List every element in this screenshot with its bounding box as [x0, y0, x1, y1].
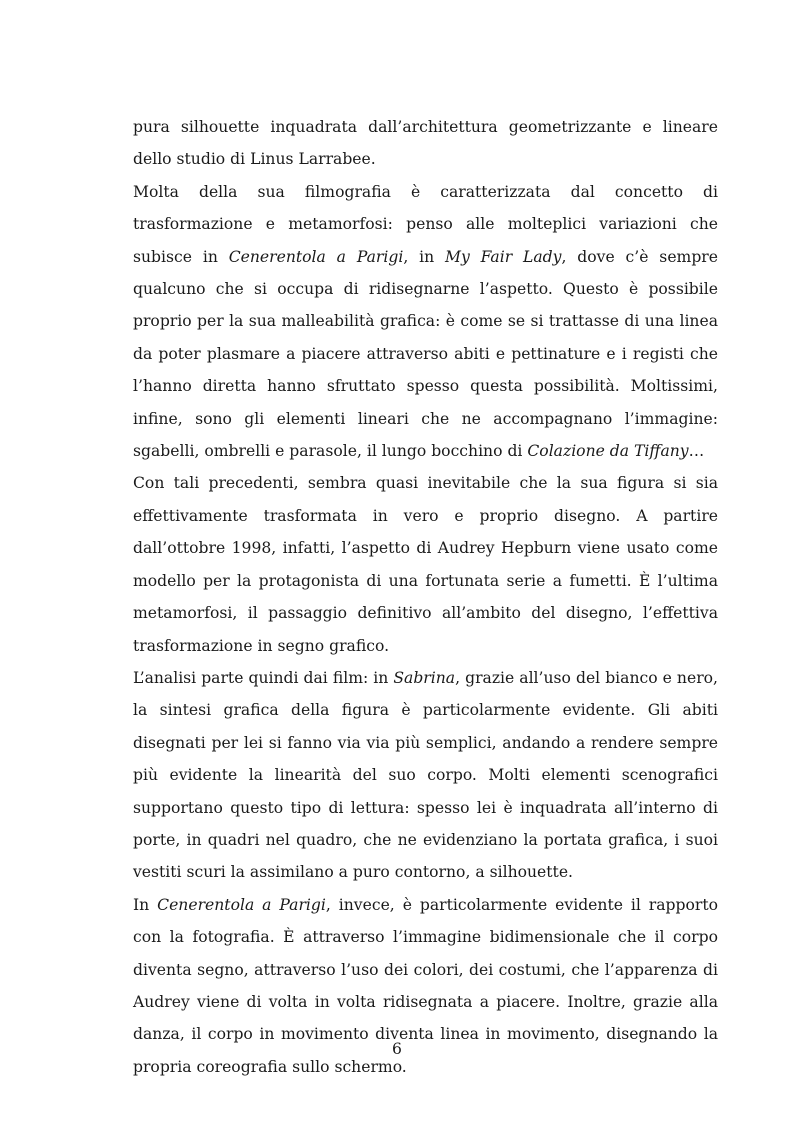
page-number: 6 [392, 1040, 402, 1058]
paragraph [133, 467, 718, 661]
text-run: L’analisi parte quindi dai film: in [133, 668, 394, 687]
italic-title: Sabrina [393, 668, 456, 687]
text-run: pura silhouette inquadrata dall’architettura geometrizzante e lineare dello studio di Linus Larrabee. [133, 118, 718, 169]
italic-title: Cenerentola a Parigi [157, 895, 326, 914]
paragraph [133, 111, 718, 176]
text-run: , in [403, 247, 446, 266]
text-run: , dove c’è sempre qualcuno che si occupa di ridisegnarne l’aspetto. Questo è possibile proprio per la sua malleabilità grafica: è come se si trattasse di una linea da poter plasmare a piacere attraverso abiti e pettinature e i registi che l’hanno diretta hanno sfruttato spesso questa possibilità. Moltissimi, infine, sono gli elementi lineari che ne accompagnano l’immagine: sgabelli, ombrelli e parasole, il lungo bocchino di [133, 247, 718, 461]
italic-title: Cenerentola a Parigi [228, 247, 404, 266]
text-run: , invece, è particolarmente evidente il rapporto con la fotografia. È attraverso l’immagine bidimensionale che il corpo diventa segno, attraverso l’uso dei colori, dei costumi, che l’apparenza di Audrey viene di volta in volta ridisegnata a piacere. Inoltre, grazie alla danza, il corpo in movimento diventa linea in movimento, disegnando la propria coreografia sullo schermo. [133, 895, 718, 1076]
text-run: In [133, 895, 158, 914]
text-run: Con tali precedenti, sembra quasi inevitabile che la sua figura si sia effettivamente trasformata in vero e proprio disegno. A partire dall’ottobre 1998, infatti, l’aspetto di Audrey Hepburn viene usato come modello per la protagonista di una fortunata serie a fumetti. È l’ultima metamorfosi, il passaggio definitivo all’ambito del disegno, l’effettiva trasformazione in segno grafico. [133, 474, 718, 655]
italic-title: My Fair Lady [445, 247, 562, 266]
paragraph [133, 662, 718, 889]
text-run: , grazie all’uso del bianco e nero, la sintesi grafica della figura è particolarmente evidente. Gli abiti disegnati per lei si fanno via via più semplici, andando a rendere sempre più evidente la linearità del suo corpo. Molti elementi scenografici supportano questo tipo di lettura: spesso lei è inquadrata all’interno di porte, in quadri nel quadro, che ne evidenziano la portata grafica, i suoi vestiti scuri la assimilano a puro contorno, a silhouette. [133, 668, 718, 882]
body-text [133, 111, 718, 1083]
paragraph [133, 176, 718, 468]
italic-title: Colazione da Tiffany [527, 442, 689, 461]
text-run: Molta della sua filmografia è caratterizzata dal concetto di trasformazione e metamorfosi: penso alle molteplici variazioni che subisce in [133, 182, 718, 266]
text-run: … [688, 442, 705, 461]
